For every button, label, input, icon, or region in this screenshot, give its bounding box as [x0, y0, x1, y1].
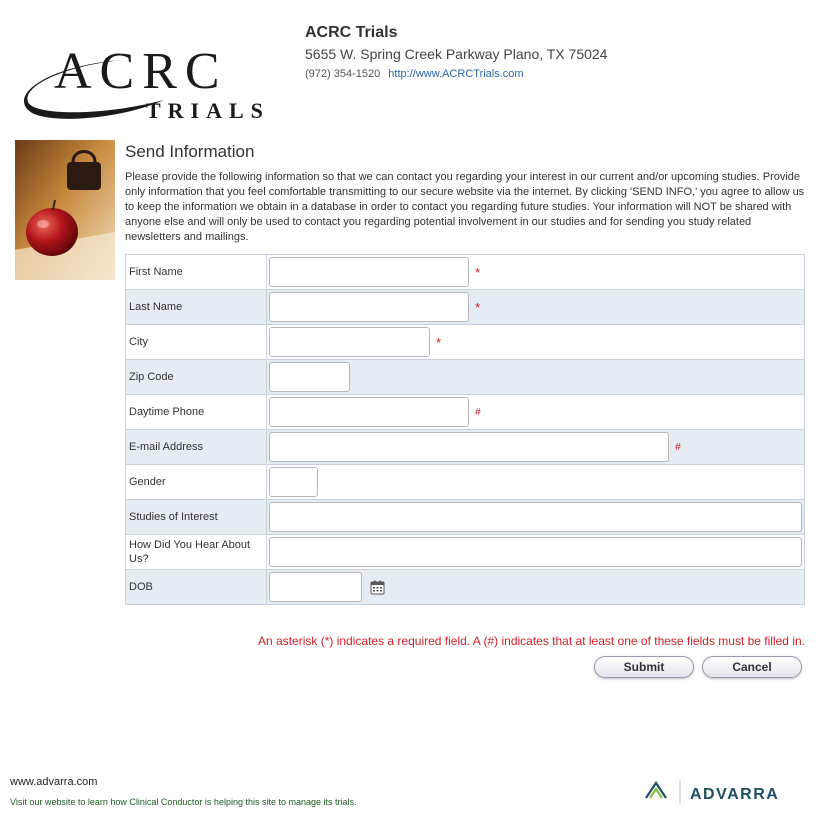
submit-button[interactable]: Submit [594, 656, 694, 678]
dob-input[interactable] [269, 572, 362, 602]
advarra-logo [644, 778, 804, 806]
form-row-dob [126, 570, 805, 605]
first-name-label: First Name [126, 255, 267, 290]
city-label: City [126, 325, 267, 360]
acrc-logo [14, 40, 284, 122]
at-least-one-marker: # [675, 441, 681, 453]
contact-form [125, 254, 805, 605]
form-row-daytime-phone [126, 395, 805, 430]
how-hear-label: How Did You Hear About Us? [126, 535, 267, 570]
apple-bag-photo [15, 140, 115, 280]
last-name-label: Last Name [126, 290, 267, 325]
daytime-phone-input[interactable] [269, 397, 469, 427]
form-row-last-name [126, 290, 805, 325]
gender-input[interactable] [269, 467, 318, 497]
form-intro: Please provide the following information so that we can contact you regarding your interest in our current and/or upcoming studies. Provide only information that you feel comfortable transmitting to our secure website via the internet. By clicking 'SEND INFO,' you agree to allow us to keep the information we obtain in a database in order to contact you regarding future studies. Your information will NOT be shared with anyone else and will only be used to contact you regarding potential involvement in our studies and for sending you study related newsletters and mailings. [125, 171, 805, 243]
dob-label: DOB [126, 570, 267, 605]
org-contact [305, 68, 607, 81]
advarra-wordmark: ADVARRA [690, 786, 780, 803]
org-address: 5655 W. Spring Creek Parkway Plano, TX 75024 [305, 46, 608, 62]
form-row-city [126, 325, 805, 360]
how-hear-input[interactable] [269, 537, 802, 567]
email-label: E-mail Address [126, 430, 267, 465]
required-marker: * [436, 334, 442, 350]
form-row-email [126, 430, 805, 465]
form-row-how-hear [126, 535, 805, 570]
org-name: ACRC Trials [305, 24, 398, 41]
email-input[interactable] [269, 432, 669, 462]
daytime-phone-label: Daytime Phone [126, 395, 267, 430]
zip-label: Zip Code [126, 360, 267, 395]
form-row-first-name [126, 255, 805, 290]
gender-label: Gender [126, 465, 267, 500]
form-row-zip [126, 360, 805, 395]
at-least-one-marker: # [475, 406, 481, 418]
logo-main-text: ACRC [54, 43, 228, 100]
logo-sub-text: TRIALS [146, 98, 270, 122]
required-marker: * [475, 299, 481, 315]
last-name-input[interactable] [269, 292, 469, 322]
form-row-gender [126, 465, 805, 500]
org-phone: (972) 354-1520 [305, 68, 381, 80]
org-website-link[interactable]: http://www.ACRCTrials.com [388, 68, 524, 80]
city-input[interactable] [269, 327, 430, 357]
zip-input[interactable] [269, 362, 350, 392]
cancel-button[interactable]: Cancel [702, 656, 802, 678]
first-name-input[interactable] [269, 257, 469, 287]
required-marker: * [475, 264, 481, 280]
form-title: Send Information [125, 142, 255, 161]
form-header [125, 142, 805, 245]
studies-label: Studies of Interest [126, 500, 267, 535]
required-fields-note: An asterisk (*) indicates a required field. A (#) indicates that at least one of these fields must be filled in. [258, 634, 805, 648]
form-row-studies [126, 500, 805, 535]
studies-input[interactable] [269, 502, 802, 532]
footer-site-link[interactable]: www.advarra.com [10, 776, 98, 788]
footer-note: Visit our website to learn how Clinical Conductor is helping this site to manage its trials. [10, 797, 357, 807]
calendar-icon[interactable] [370, 580, 385, 595]
org-info [305, 24, 607, 81]
